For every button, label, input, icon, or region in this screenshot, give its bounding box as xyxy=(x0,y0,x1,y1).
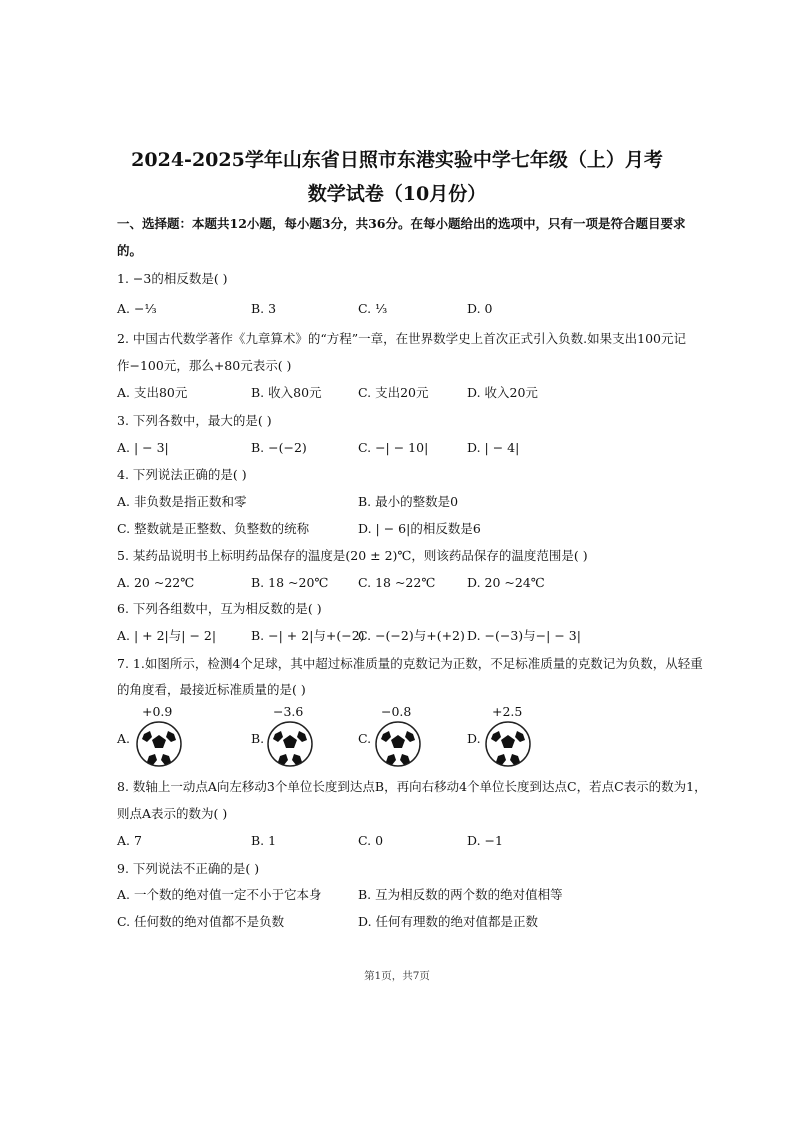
question-9-stem: 9. 下列说法不正确的是( ) xyxy=(117,861,260,876)
q8-option-b: B. 1 xyxy=(251,833,277,848)
soccer-ball-b-icon xyxy=(266,720,314,768)
q8-option-d: D. −1 xyxy=(467,833,503,848)
q9-option-a: A. 一个数的绝对值一定不小于它本身 xyxy=(117,887,322,902)
q7-option-a-label: A. xyxy=(117,731,131,746)
q4-option-d: D. | − 6|的相反数是6 xyxy=(358,521,481,536)
q1-option-c: C. ⅓ xyxy=(358,301,388,316)
question-8-stem-cont: 则点A表示的数为( ) xyxy=(117,806,228,821)
soccer-ball-d-icon xyxy=(484,720,532,768)
ball-b-value: −3.6 xyxy=(273,704,304,719)
soccer-ball-a-icon xyxy=(135,720,183,768)
exam-title-line2: 数学试卷（10月份） xyxy=(307,183,487,205)
q9-option-d: D. 任何有理数的绝对值都是正数 xyxy=(358,914,539,929)
question-5-stem: 5. 某药品说明书上标明药品保存的温度是(20 ± 2)℃，则该药品保存的温度范围是( ) xyxy=(117,548,588,563)
q4-option-c: C. 整数就是正整数、负整数的统称 xyxy=(117,521,310,536)
q3-option-c: C. −| − 10| xyxy=(358,440,429,455)
q2-option-c: C. 支出20元 xyxy=(358,385,429,400)
q8-option-c: C. 0 xyxy=(358,833,384,848)
ball-d-value: +2.5 xyxy=(492,704,523,719)
ball-a-value: +0.9 xyxy=(142,704,173,719)
q5-option-b: B. 18 ~20℃ xyxy=(251,575,329,590)
question-3-stem: 3. 下列各数中，最大的是( ) xyxy=(117,413,272,428)
q5-option-d: D. 20 ~24℃ xyxy=(467,575,545,590)
q1-option-d: D. 0 xyxy=(467,301,493,316)
q4-option-b: B. 最小的整数是0 xyxy=(358,494,459,509)
page-footer: 第1页，共7页 xyxy=(364,970,430,982)
question-7-stem-cont: 的角度看，最接近标准质量的是( ) xyxy=(117,682,306,697)
q5-option-a: A. 20 ~22℃ xyxy=(117,575,195,590)
q5-option-c: C. 18 ~22℃ xyxy=(358,575,436,590)
q7-option-c-label: C. xyxy=(358,731,372,746)
q6-option-b: B. −| + 2|与+(−2) xyxy=(251,628,365,643)
soccer-ball-c-icon xyxy=(374,720,422,768)
question-2-stem: 2. 中国古代数学著作《九章算术》的“方程”一章，在世界数学史上首次正式引入负数.如果支出100元记 xyxy=(117,331,687,346)
q9-option-c: C. 任何数的绝对值都不是负数 xyxy=(117,914,285,929)
q3-option-d: D. | − 4| xyxy=(467,440,520,455)
question-4-stem: 4. 下列说法正确的是( ) xyxy=(117,467,247,482)
q9-option-b: B. 互为相反数的两个数的绝对值相等 xyxy=(358,887,563,902)
q8-option-a: A. 7 xyxy=(117,833,142,848)
question-2-stem-cont: 作−100元，那么+80元表示( ) xyxy=(117,358,292,373)
q3-option-b: B. −(−2) xyxy=(251,440,307,455)
q1-option-a: A. −⅓ xyxy=(117,301,157,316)
section-header-cont: 的。 xyxy=(117,243,143,258)
ball-c-value: −0.8 xyxy=(381,704,412,719)
q2-option-a: A. 支出80元 xyxy=(117,385,188,400)
question-6-stem: 6. 下列各组数中，互为相反数的是( ) xyxy=(117,601,322,616)
q4-option-a: A. 非负数是指正数和零 xyxy=(117,494,247,509)
q6-option-c: C. −(−2)与+(+2) xyxy=(358,628,465,643)
q6-option-d: D. −(−3)与−| − 3| xyxy=(467,628,581,643)
question-1-stem: 1. −3的相反数是( ) xyxy=(117,271,228,286)
q7-option-b-label: B. xyxy=(251,731,265,746)
question-8-stem: 8. 数轴上一动点A向左移动3个单位长度到达点B，再向右移动4个单位长度到达点C，若点C表示的数为1， xyxy=(117,779,707,794)
q7-option-d-label: D. xyxy=(467,731,481,746)
section-header: 一、选择题：本题共12小题，每小题3分，共36分。在每小题给出的选项中，只有一项是符合题目要求 xyxy=(117,216,686,231)
q1-option-b: B. 3 xyxy=(251,301,277,316)
q6-option-a: A. | + 2|与| − 2| xyxy=(117,628,217,643)
q2-option-b: B. 收入80元 xyxy=(251,385,322,400)
q2-option-d: D. 收入20元 xyxy=(467,385,538,400)
exam-title-line1: 2024-2025学年山东省日照市东港实验中学七年级（上）月考 xyxy=(131,149,663,171)
question-7-stem: 7. 1.如图所示，检测4个足球，其中超过标准质量的克数记为正数，不足标准质量的克数记为负数，从轻重 xyxy=(117,656,703,671)
q3-option-a: A. | − 3| xyxy=(117,440,169,455)
